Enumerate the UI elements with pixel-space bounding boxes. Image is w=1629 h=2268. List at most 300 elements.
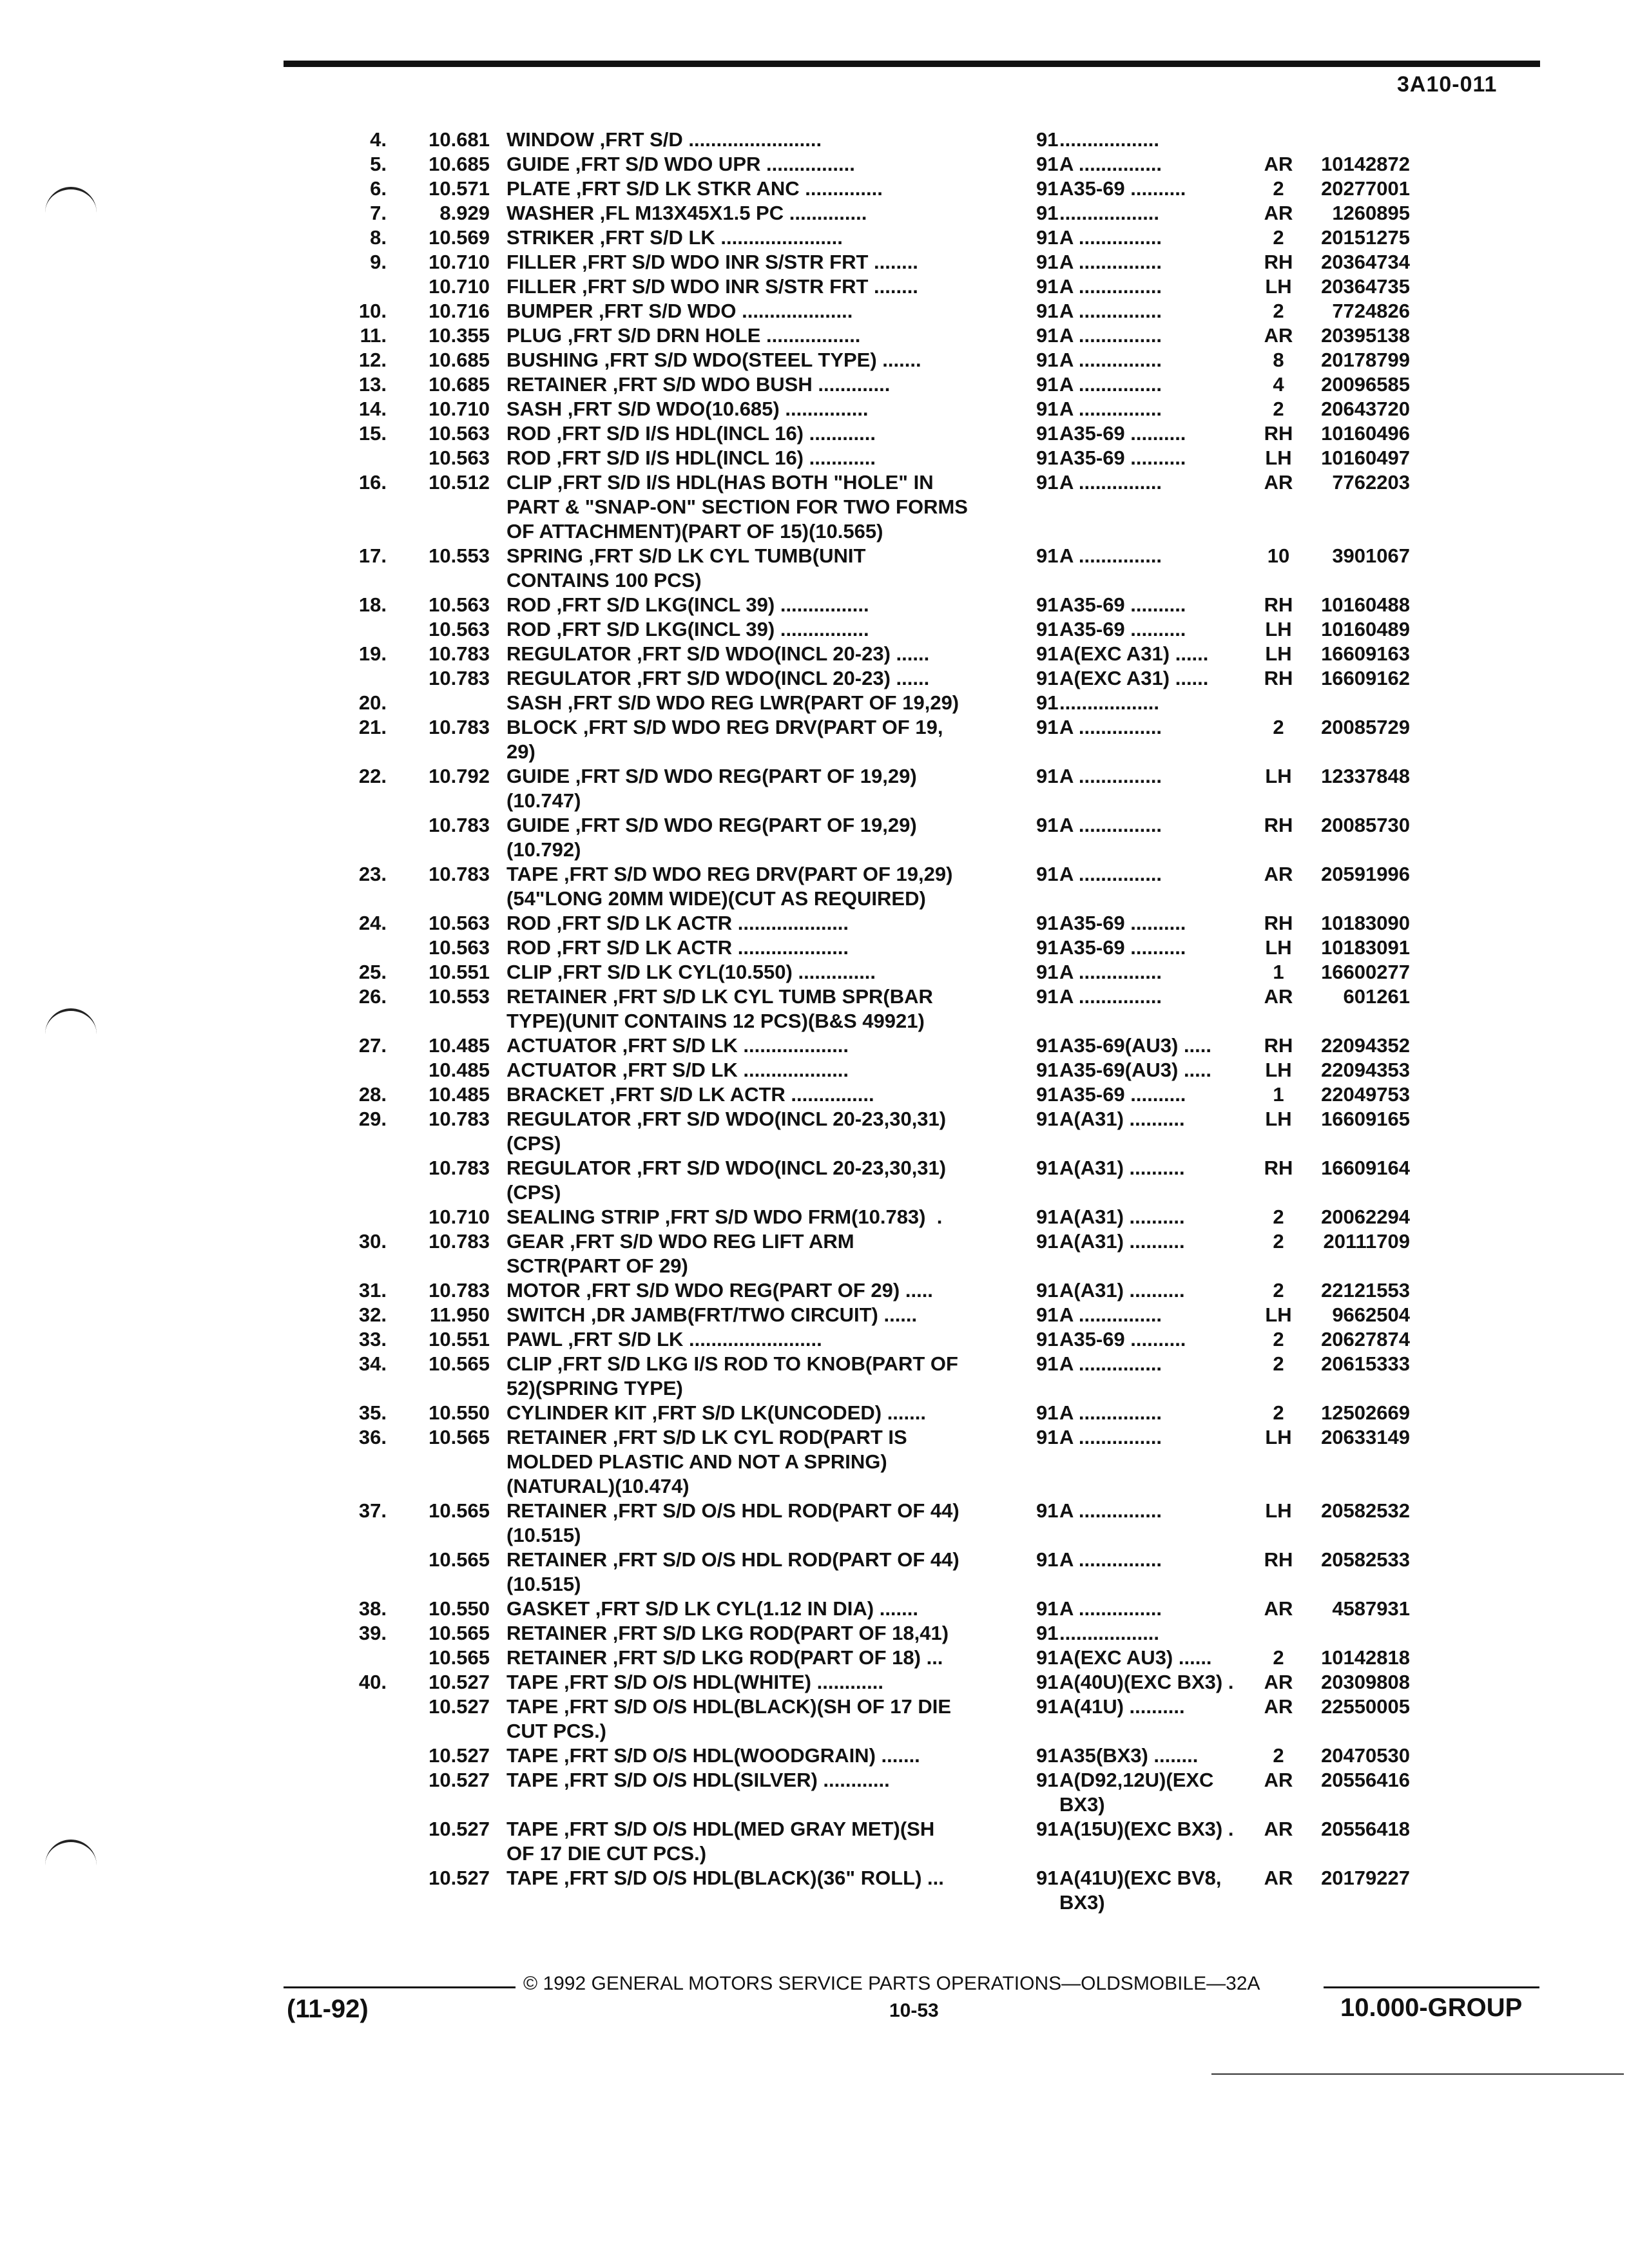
- parts-row: [327, 911, 1539, 936]
- quantity: AR: [1264, 324, 1293, 347]
- group-number: 10.512: [429, 471, 490, 494]
- part-description: SASH ,FRT S/D WDO(10.685) ...............: [506, 398, 869, 420]
- parts-row: [327, 1499, 1539, 1548]
- group-number: 10.485: [429, 1034, 490, 1057]
- parts-row: [327, 593, 1539, 617]
- item-number: 5.: [370, 153, 387, 175]
- item-number: 36.: [358, 1426, 387, 1448]
- part-description: RETAINER ,FRT S/D O/S HDL ROD(PART OF 44) (10.515): [506, 1548, 959, 1595]
- model-code: A35-69 ..........: [1059, 593, 1186, 616]
- group-number: 10.527: [429, 1744, 490, 1767]
- group-number: 10.553: [429, 985, 490, 1008]
- group-number: 11.950: [429, 1303, 490, 1326]
- quantity: AR: [1264, 471, 1293, 494]
- part-number: 10160489: [1321, 618, 1410, 640]
- quantity: LH: [1265, 642, 1292, 665]
- group-number: 10.563: [429, 593, 490, 616]
- quantity: RH: [1264, 251, 1293, 273]
- item-number: 18.: [358, 593, 387, 616]
- item-number: 4.: [370, 128, 387, 151]
- top-rule: [284, 61, 1540, 67]
- model-year: 91: [1036, 1769, 1059, 1791]
- model-code: A ...............: [1059, 1548, 1162, 1571]
- model-year: 91: [1036, 1548, 1059, 1571]
- group-number: 10.565: [429, 1548, 490, 1571]
- part-number: 10160488: [1321, 593, 1410, 616]
- model-code: A ...............: [1059, 398, 1162, 420]
- model-code: A ...............: [1059, 349, 1162, 371]
- part-description: TAPE ,FRT S/D O/S HDL(BLACK)(36" ROLL) ...: [506, 1867, 944, 1889]
- group-number: 10.783: [429, 642, 490, 665]
- model-year: 91: [1036, 1597, 1059, 1620]
- model-code: A ...............: [1059, 300, 1162, 322]
- group-number: 10.565: [429, 1426, 490, 1448]
- item-number: 28.: [358, 1083, 387, 1106]
- parts-row: [327, 201, 1539, 226]
- part-number: 16609164: [1321, 1157, 1410, 1179]
- model-year: 91: [1036, 1328, 1059, 1350]
- group-number: 10.571: [429, 177, 490, 200]
- model-year: 91: [1036, 1059, 1059, 1081]
- model-year: 91: [1036, 1206, 1059, 1228]
- quantity: 1: [1273, 1083, 1284, 1106]
- group-number: 10.783: [429, 1279, 490, 1302]
- parts-row: [327, 1695, 1539, 1744]
- model-code: ..................: [1059, 202, 1160, 224]
- model-code: A ...............: [1059, 251, 1162, 273]
- part-number: 16609165: [1321, 1108, 1410, 1130]
- parts-row: [327, 397, 1539, 421]
- parts-row: [327, 1866, 1539, 1915]
- item-number: 29.: [358, 1108, 387, 1130]
- part-description: MOTOR ,FRT S/D WDO REG(PART OF 29) .....: [506, 1279, 933, 1302]
- item-number: [327, 1817, 392, 1866]
- part-description: ROD ,FRT S/D I/S HDL(INCL 16) ............: [506, 447, 876, 469]
- group-number: 10.551: [429, 961, 490, 983]
- part-number: 20364735: [1321, 275, 1410, 298]
- part-description: WINDOW ,FRT S/D ........................: [506, 128, 822, 151]
- footer-rule-left: [284, 1986, 516, 1988]
- part-number: 20591996: [1321, 863, 1410, 885]
- part-number: 22094352: [1321, 1034, 1410, 1057]
- model-year: 91: [1036, 985, 1059, 1008]
- item-number: 31.: [358, 1279, 387, 1302]
- item-number: 21.: [358, 716, 387, 738]
- part-description: RETAINER ,FRT S/D O/S HDL ROD(PART OF 44) (10.515): [506, 1499, 959, 1546]
- quantity: AR: [1264, 1597, 1293, 1620]
- model-year: 91: [1036, 1695, 1059, 1718]
- model-year: 91: [1036, 961, 1059, 983]
- quantity: RH: [1264, 814, 1293, 836]
- model-year: 91: [1036, 936, 1059, 959]
- model-code: A ...............: [1059, 324, 1162, 347]
- part-description: ACTUATOR ,FRT S/D LK ...................: [506, 1034, 849, 1057]
- parts-row: [327, 1352, 1539, 1401]
- parts-row: [327, 446, 1539, 470]
- item-number: 26.: [358, 985, 387, 1008]
- model-year: 91: [1036, 814, 1059, 836]
- item-number: [327, 1058, 392, 1082]
- part-description: RETAINER ,FRT S/D LK CYL TUMB SPR(BAR TYPE)(UNIT CONTAINS 12 PCS)(B&S 49921): [506, 985, 933, 1032]
- part-number: 20062294: [1321, 1206, 1410, 1228]
- item-number: 16.: [358, 471, 387, 494]
- item-number: 39.: [358, 1622, 387, 1644]
- part-description: SWITCH ,DR JAMB(FRT/TWO CIRCUIT) ......: [506, 1303, 918, 1326]
- quantity: 2: [1273, 226, 1284, 249]
- quantity: RH: [1264, 422, 1293, 445]
- item-number: 38.: [358, 1597, 387, 1620]
- part-number: 601261: [1343, 985, 1410, 1008]
- item-number: [327, 1768, 392, 1817]
- quantity: LH: [1265, 1426, 1292, 1448]
- group-number: 10.710: [429, 275, 490, 298]
- part-description: PLATE ,FRT S/D LK STKR ANC ..............: [506, 177, 883, 200]
- part-description: WASHER ,FL M13X45X1.5 PC ..............: [506, 202, 867, 224]
- group-number: 10.783: [429, 716, 490, 738]
- model-year: 91: [1036, 765, 1059, 787]
- part-description: STRIKER ,FRT S/D LK ......................: [506, 226, 843, 249]
- item-number: [327, 1646, 392, 1670]
- part-description: RETAINER ,FRT S/D LK CYL ROD(PART IS MOLDED PLASTIC AND NOT A SPRING) (NATURAL)(10.474): [506, 1426, 907, 1497]
- page-number: 10-53: [889, 2000, 939, 2021]
- model-code: A(A31) ..........: [1059, 1230, 1185, 1253]
- part-description: FILLER ,FRT S/D WDO INR S/STR FRT ........: [506, 275, 918, 298]
- model-year: 91: [1036, 1499, 1059, 1522]
- group-number: 10.551: [429, 1328, 490, 1350]
- model-code: A35(BX3) ........: [1059, 1744, 1199, 1767]
- quantity: 2: [1273, 1401, 1284, 1424]
- model-year: 91: [1036, 153, 1059, 175]
- group-number: 10.685: [429, 349, 490, 371]
- model-code: A(15U)(EXC BX3) .: [1059, 1818, 1234, 1840]
- part-number: 22049753: [1321, 1083, 1410, 1106]
- part-description: ROD ,FRT S/D LK ACTR ....................: [506, 936, 849, 959]
- model-code: A(A31) ..........: [1059, 1206, 1185, 1228]
- item-number: 8.: [370, 226, 387, 249]
- model-year: 91: [1036, 471, 1059, 494]
- model-code: A ...............: [1059, 471, 1162, 494]
- item-number: 37.: [358, 1499, 387, 1522]
- parts-row: [327, 1597, 1539, 1621]
- part-description: BUSHING ,FRT S/D WDO(STEEL TYPE) .......: [506, 349, 921, 371]
- quantity: AR: [1264, 1671, 1293, 1693]
- part-number: 3901067: [1332, 544, 1410, 567]
- model-code: A ...............: [1059, 153, 1162, 175]
- model-code: ..................: [1059, 691, 1160, 714]
- quantity: LH: [1265, 936, 1292, 959]
- part-description: ROD ,FRT S/D LK ACTR ....................: [506, 912, 849, 934]
- model-year: 91: [1036, 667, 1059, 689]
- parts-row: [327, 691, 1539, 715]
- part-number: 20277001: [1321, 177, 1410, 200]
- model-code: A35-69 ..........: [1059, 912, 1186, 934]
- part-number: 10160496: [1321, 422, 1410, 445]
- group-number: 10.550: [429, 1401, 490, 1424]
- part-number: 20643720: [1321, 398, 1410, 420]
- item-number: [327, 1866, 392, 1915]
- model-year: 91: [1036, 1426, 1059, 1448]
- item-number: [327, 617, 392, 642]
- model-year: 91: [1036, 642, 1059, 665]
- parts-row: [327, 348, 1539, 372]
- part-number: 1260895: [1332, 202, 1410, 224]
- part-number: 20085729: [1321, 716, 1410, 738]
- quantity: 2: [1273, 177, 1284, 200]
- model-year: 91: [1036, 128, 1059, 151]
- part-description: GUIDE ,FRT S/D WDO REG(PART OF 19,29) (10.747): [506, 765, 917, 812]
- part-number: 22094353: [1321, 1059, 1410, 1081]
- model-year: 91: [1036, 716, 1059, 738]
- part-description: REGULATOR ,FRT S/D WDO(INCL 20-23,30,31) (CPS): [506, 1157, 947, 1204]
- part-number: 10183090: [1321, 912, 1410, 934]
- group-number: 10.565: [429, 1499, 490, 1522]
- group-number: 10.563: [429, 936, 490, 959]
- group-number: 10.485: [429, 1059, 490, 1081]
- quantity: LH: [1265, 1108, 1292, 1130]
- group-number: 10.569: [429, 226, 490, 249]
- part-number: 12502669: [1321, 1401, 1410, 1424]
- item-number: 19.: [358, 642, 387, 665]
- item-number: 25.: [358, 961, 387, 983]
- model-code: A35-69(AU3) .....: [1059, 1034, 1212, 1057]
- group-number: 10.685: [429, 153, 490, 175]
- quantity: LH: [1265, 765, 1292, 787]
- item-number: 11.: [360, 324, 387, 347]
- group-number: 10.527: [429, 1867, 490, 1889]
- part-description: BLOCK ,FRT S/D WDO REG DRV(PART OF 19, 29): [506, 716, 943, 763]
- group-number: 10.565: [429, 1622, 490, 1644]
- parts-row: [327, 1670, 1539, 1695]
- item-number: [327, 446, 392, 470]
- quantity: 2: [1273, 1206, 1284, 1228]
- model-year: 91: [1036, 1279, 1059, 1302]
- quantity: [1253, 691, 1304, 715]
- quantity: 4: [1273, 373, 1284, 396]
- model-code: A(A31) ..........: [1059, 1157, 1185, 1179]
- group-number: 10.783: [429, 814, 490, 836]
- item-number: 22.: [358, 765, 387, 787]
- item-number: [327, 1548, 392, 1597]
- part-number: 22550005: [1321, 1695, 1410, 1718]
- model-code: A ...............: [1059, 1401, 1162, 1424]
- part-description: GEAR ,FRT S/D WDO REG LIFT ARM SCTR(PART OF 29): [506, 1230, 854, 1277]
- part-number: 16609162: [1321, 667, 1410, 689]
- part-number: [1304, 691, 1410, 715]
- item-number: 7.: [370, 202, 387, 224]
- item-number: 33.: [358, 1328, 387, 1350]
- model-code: ..................: [1059, 128, 1160, 151]
- part-number: 12337848: [1321, 765, 1410, 787]
- parts-row: [327, 470, 1539, 544]
- part-number: 10183091: [1321, 936, 1410, 959]
- parts-row: [327, 1401, 1539, 1425]
- quantity: RH: [1264, 1548, 1293, 1571]
- parts-row: [327, 813, 1539, 862]
- group-number: 10.710: [429, 398, 490, 420]
- item-number: 23.: [358, 863, 387, 885]
- model-code: A(40U)(EXC BX3) .: [1059, 1671, 1234, 1693]
- item-number: 30.: [358, 1230, 387, 1253]
- part-number: 20470530: [1321, 1744, 1410, 1767]
- quantity: 2: [1273, 1744, 1284, 1767]
- group-number: 10.527: [429, 1769, 490, 1791]
- quantity: 2: [1273, 300, 1284, 322]
- copyright-notice: © 1992 GENERAL MOTORS SERVICE PARTS OPERATIONS—OLDSMOBILE—32A: [523, 1973, 1260, 1994]
- model-code: A ...............: [1059, 373, 1162, 396]
- part-description: CLIP ,FRT S/D LK CYL(10.550) ..............: [506, 961, 876, 983]
- parts-row: [327, 544, 1539, 593]
- part-description: CLIP ,FRT S/D I/S HDL(HAS BOTH "HOLE" IN PART & "SNAP-ON" SECTION FOR TWO FORMS OF ATTACHMENT)(PART OF 15)(10.565): [506, 471, 968, 543]
- part-description: REGULATOR ,FRT S/D WDO(INCL 20-23) ......: [506, 642, 930, 665]
- model-year: 91: [1036, 1352, 1059, 1375]
- parts-row: [327, 128, 1539, 152]
- parts-row: [327, 617, 1539, 642]
- item-number: 24.: [358, 912, 387, 934]
- model-code: A35-69 ..........: [1059, 422, 1186, 445]
- item-number: 9.: [370, 251, 387, 273]
- model-year: 91: [1036, 1818, 1059, 1840]
- part-number: 20556416: [1321, 1769, 1410, 1791]
- parts-row: [327, 1033, 1539, 1058]
- quantity: RH: [1264, 667, 1293, 689]
- model-code: A ...............: [1059, 765, 1162, 787]
- model-code: A35-69 ..........: [1059, 177, 1186, 200]
- model-year: 91: [1036, 618, 1059, 640]
- group-number: 10.783: [429, 1108, 490, 1130]
- parts-row: [327, 1303, 1539, 1327]
- model-code: A(EXC AU3) ......: [1059, 1646, 1212, 1669]
- model-code: A ...............: [1059, 716, 1162, 738]
- group-number: 10.553: [429, 544, 490, 567]
- model-code: A ...............: [1059, 961, 1162, 983]
- model-year: 91: [1036, 349, 1059, 371]
- item-number: 35.: [358, 1401, 387, 1424]
- group-label: 10.000-GROUP: [1340, 1994, 1523, 2022]
- model-code: A ...............: [1059, 1499, 1162, 1522]
- part-number: 22121553: [1321, 1279, 1410, 1302]
- group-number: 10.716: [429, 300, 490, 322]
- quantity: 1: [1273, 961, 1284, 983]
- model-year: 91: [1036, 1034, 1059, 1057]
- group-number: 10.710: [429, 1206, 490, 1228]
- parts-row: [327, 1621, 1539, 1646]
- item-number: 15.: [358, 422, 387, 445]
- part-description: BRACKET ,FRT S/D LK ACTR ...............: [506, 1083, 874, 1106]
- part-description: CLIP ,FRT S/D LKG I/S ROD TO KNOB(PART OF 52)(SPRING TYPE): [506, 1352, 958, 1399]
- model-code: A ...............: [1059, 544, 1162, 567]
- part-number: 10142872: [1321, 153, 1410, 175]
- part-number: 20627874: [1321, 1328, 1410, 1350]
- item-number: 12.: [358, 349, 387, 371]
- binder-hole-mark: [45, 1840, 97, 1868]
- part-description: GUIDE ,FRT S/D WDO UPR ................: [506, 153, 855, 175]
- part-description: TAPE ,FRT S/D O/S HDL(WHITE) ............: [506, 1671, 883, 1693]
- model-code: A ...............: [1059, 1352, 1162, 1375]
- part-number: 7762203: [1332, 471, 1410, 494]
- item-number: 6.: [370, 177, 387, 200]
- group-number: 10.783: [429, 863, 490, 885]
- part-description: BUMPER ,FRT S/D WDO ....................: [506, 300, 853, 322]
- quantity: LH: [1265, 275, 1292, 298]
- model-year: 91: [1036, 1303, 1059, 1326]
- part-number: 20151275: [1321, 226, 1410, 249]
- part-number: 20582533: [1321, 1548, 1410, 1571]
- quantity: [1253, 128, 1304, 152]
- item-number: [327, 666, 392, 691]
- model-code: A ...............: [1059, 1303, 1162, 1326]
- quantity: AR: [1264, 863, 1293, 885]
- part-number: 10142818: [1321, 1646, 1410, 1669]
- part-number: 20085730: [1321, 814, 1410, 836]
- parts-row: [327, 1156, 1539, 1205]
- model-code: A(A31) ..........: [1059, 1108, 1185, 1130]
- item-number: 32.: [358, 1303, 387, 1326]
- revision-date: (11-92): [287, 1995, 369, 2023]
- group-number: 10.563: [429, 912, 490, 934]
- quantity: RH: [1264, 1157, 1293, 1179]
- group-number: 10.783: [429, 1230, 490, 1253]
- quantity: AR: [1264, 985, 1293, 1008]
- item-number: 10.: [358, 300, 387, 322]
- group-number: 10.783: [429, 667, 490, 689]
- parts-row: [327, 372, 1539, 397]
- model-year: 91: [1036, 373, 1059, 396]
- model-code: A ...............: [1059, 1597, 1162, 1620]
- group-number: 10.565: [429, 1646, 490, 1669]
- model-code: A35-69 ..........: [1059, 1328, 1186, 1350]
- footer-rule-right: [1324, 1986, 1539, 1988]
- model-code: A(41U)(EXC BV8, BX3): [1059, 1867, 1222, 1914]
- part-description: ROD ,FRT S/D LKG(INCL 39) ................: [506, 618, 869, 640]
- parts-row: [327, 1817, 1539, 1866]
- parts-row: [327, 1058, 1539, 1082]
- quantity: AR: [1264, 1695, 1293, 1718]
- quantity: 2: [1273, 716, 1284, 738]
- parts-row: [327, 421, 1539, 446]
- item-number: 17.: [358, 544, 387, 567]
- parts-row: [327, 152, 1539, 177]
- part-number: 20179227: [1321, 1867, 1410, 1889]
- part-description: ACTUATOR ,FRT S/D LK ...................: [506, 1059, 849, 1081]
- part-number: [1304, 128, 1410, 152]
- parts-row: [327, 862, 1539, 911]
- model-year: 91: [1036, 912, 1059, 934]
- model-year: 91: [1036, 1622, 1059, 1644]
- group-number: 10.563: [429, 422, 490, 445]
- quantity: AR: [1264, 153, 1293, 175]
- parts-row: [327, 985, 1539, 1033]
- model-code: A35-69 ..........: [1059, 618, 1186, 640]
- quantity: 2: [1273, 1328, 1284, 1350]
- model-year: 91: [1036, 1108, 1059, 1130]
- quantity: AR: [1264, 202, 1293, 224]
- model-code: A ...............: [1059, 275, 1162, 298]
- part-description: REGULATOR ,FRT S/D WDO(INCL 20-23) ......: [506, 667, 930, 689]
- part-description: TAPE ,FRT S/D O/S HDL(WOODGRAIN) .......: [506, 1744, 920, 1767]
- part-description: PLUG ,FRT S/D DRN HOLE .................: [506, 324, 861, 347]
- group-number: 10.527: [429, 1818, 490, 1840]
- item-number: 34.: [358, 1352, 387, 1375]
- part-description: ROD ,FRT S/D LKG(INCL 39) ................: [506, 593, 869, 616]
- group-number: 10.681: [429, 128, 490, 151]
- parts-row: [327, 1425, 1539, 1499]
- model-year: 91: [1036, 1671, 1059, 1693]
- part-description: GUIDE ,FRT S/D WDO REG(PART OF 19,29) (10.792): [506, 814, 917, 861]
- group-number: 10.563: [429, 618, 490, 640]
- part-number: 20178799: [1321, 349, 1410, 371]
- quantity: LH: [1265, 447, 1292, 469]
- parts-row: [327, 1768, 1539, 1817]
